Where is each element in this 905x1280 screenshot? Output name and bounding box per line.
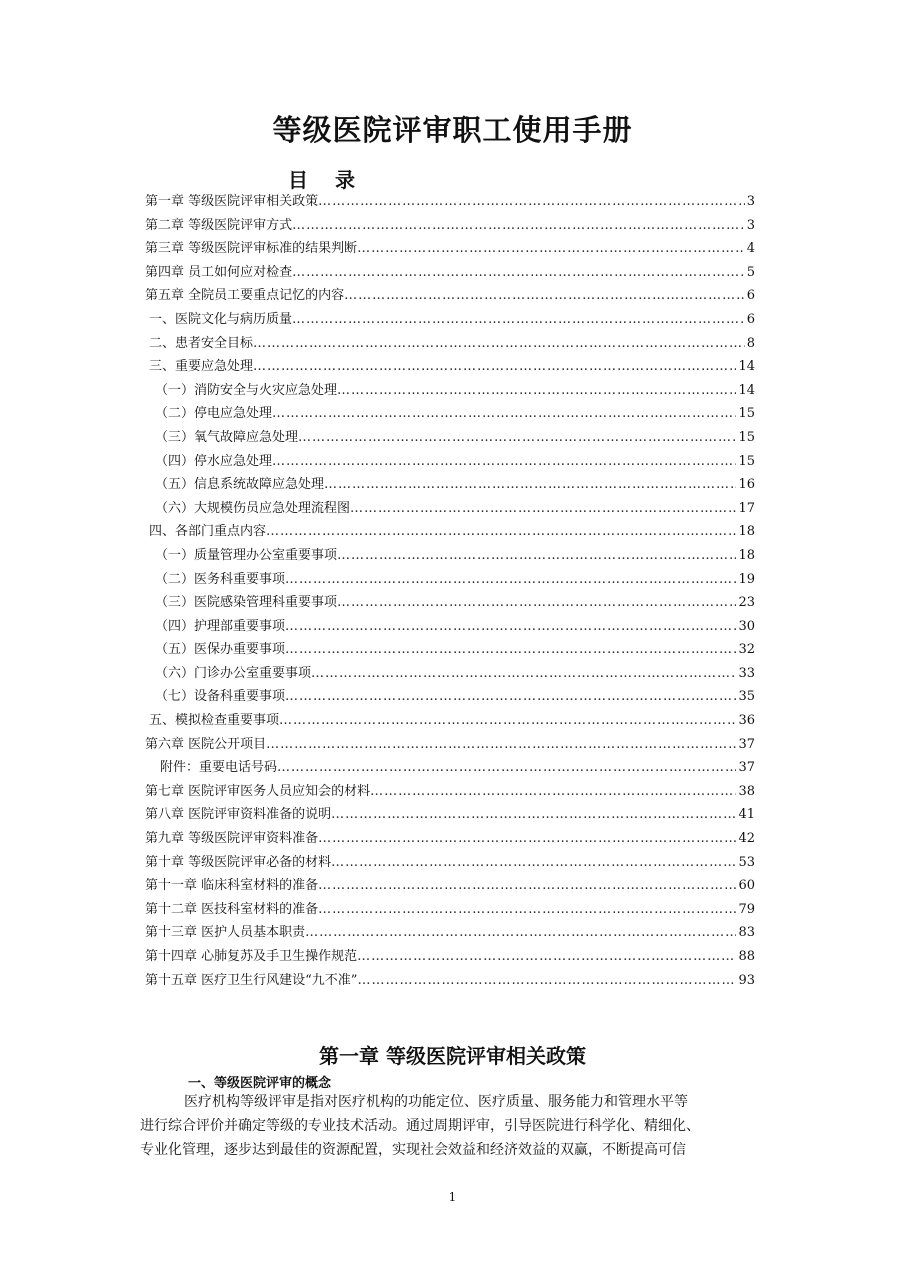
toc-entry xyxy=(145,921,755,945)
toc-entry-page: 32 xyxy=(738,642,755,658)
toc-leader-dots xyxy=(357,237,745,261)
toc-entry-page: 3 xyxy=(746,194,755,209)
body-paragraph xyxy=(140,1090,758,1162)
toc-heading: 目 录 xyxy=(288,168,365,192)
toc-leader-dots xyxy=(292,214,745,238)
toc-entry xyxy=(145,402,755,426)
toc-entry xyxy=(145,874,755,898)
toc-leader-dots xyxy=(337,591,736,615)
toc-leader-dots xyxy=(318,874,736,898)
toc-leader-dots xyxy=(298,426,736,450)
toc-leader-dots xyxy=(318,827,736,851)
toc-leader-dots xyxy=(311,662,736,686)
toc-entry xyxy=(145,261,755,285)
toc-leader-dots xyxy=(253,332,745,356)
toc-entry-label: 四、各部门重点内容 xyxy=(149,524,267,540)
section-heading: 一、等级医院评审的概念 xyxy=(188,1076,332,1091)
toc-entry xyxy=(145,709,755,733)
toc-entry xyxy=(145,851,755,875)
toc-entry-label: 第十一章 临床科室材料的准备 xyxy=(145,878,319,894)
toc-entry-page: 33 xyxy=(738,665,755,681)
toc-leader-dots xyxy=(357,969,736,993)
toc-entry xyxy=(145,568,755,592)
toc-entry xyxy=(145,780,755,804)
toc-leader-dots xyxy=(350,497,736,521)
body-line: 医疗机构等级评审是指对医疗机构的功能定位、医疗质量、服务能力和管理水平等 xyxy=(184,1094,688,1110)
toc-entry-label: 第九章 等级医院评审资料准备 xyxy=(145,831,319,847)
toc-entry xyxy=(145,237,755,261)
document-title: 等级医院评审职工使用手册 xyxy=(272,113,633,147)
toc-entry-label: 第十四章 心肺复苏及手卫生操作规范 xyxy=(145,949,358,964)
toc-entry-label: （四）护理部重要事项 xyxy=(155,618,286,634)
toc-entry xyxy=(145,379,755,403)
toc-leader-dots xyxy=(285,638,736,662)
toc-entry xyxy=(145,662,755,686)
toc-entry-page: 6 xyxy=(746,288,755,304)
toc-entry-label: （六）门诊办公室重要事项 xyxy=(155,665,312,681)
toc-entry-page: 18 xyxy=(738,524,755,540)
toc-leader-dots xyxy=(344,284,745,308)
toc-entry-label: 第八章 医院评审资料准备的说明 xyxy=(145,807,332,823)
toc-entry-page: 23 xyxy=(738,595,755,611)
toc-leader-dots xyxy=(266,733,736,757)
toc-entry xyxy=(145,497,755,521)
toc-leader-dots xyxy=(279,709,736,733)
toc-entry-label: 第十章 等级医院评审必备的材料 xyxy=(145,854,332,870)
toc-entry-page: 17 xyxy=(738,500,755,516)
table-of-contents xyxy=(145,190,755,992)
toc-leader-dots xyxy=(331,851,736,875)
toc-entry-label: 第三章 等级医院评审标准的结果判断 xyxy=(145,241,358,257)
toc-entry xyxy=(145,898,755,922)
toc-entry-label: （一）消防安全与火灾应急处理 xyxy=(155,382,338,398)
toc-entry-label: 五、模拟检查重要事项 xyxy=(149,713,280,729)
toc-entry xyxy=(145,756,755,780)
toc-entry xyxy=(145,214,755,238)
toc-leader-dots xyxy=(253,355,736,379)
toc-entry-label: （三）医院感染管理科重要事项 xyxy=(155,595,338,611)
toc-entry-label: 第六章 医院公开项目 xyxy=(145,736,267,752)
toc-leader-dots xyxy=(370,780,736,804)
toc-leader-dots xyxy=(272,450,736,474)
toc-entry xyxy=(145,284,755,308)
toc-entry xyxy=(145,520,755,544)
toc-entry-label: 第十二章 医技科室材料的准备 xyxy=(145,901,319,917)
toc-entry-page: 18 xyxy=(738,547,755,563)
toc-leader-dots xyxy=(292,261,745,285)
toc-entry xyxy=(145,332,755,356)
toc-entry-label: 第十三章 医护人员基本职责 xyxy=(145,925,306,941)
toc-entry-page: 37 xyxy=(738,736,755,752)
toc-leader-dots xyxy=(331,803,736,827)
toc-leader-dots xyxy=(285,685,736,709)
toc-entry xyxy=(145,945,755,969)
toc-entry-page: 3 xyxy=(746,217,755,233)
toc-entry-page: 5 xyxy=(746,264,755,280)
toc-entry-label: 三、重要应急处理 xyxy=(149,359,254,375)
toc-entry-label: （五）信息系统故障应急处理 xyxy=(155,477,325,493)
toc-entry-page: 83 xyxy=(738,925,755,941)
toc-entry-label: 一、医院文化与病历质量 xyxy=(149,311,293,327)
page-number: 1 xyxy=(448,1190,457,1204)
toc-entry-page: 15 xyxy=(738,406,755,422)
body-line: 专业化管理，逐步达到最佳的资源配置，实现社会效益和经济效益的双赢，不断提高可信 xyxy=(140,1142,686,1158)
toc-entry-page: 4 xyxy=(746,241,755,257)
toc-entry xyxy=(145,615,755,639)
toc-entry-label: （一）质量管理办公室重要事项 xyxy=(155,547,338,563)
toc-entry xyxy=(145,638,755,662)
toc-entry xyxy=(145,308,755,332)
toc-entry-page: 8 xyxy=(746,335,755,351)
toc-leader-dots xyxy=(285,568,736,592)
toc-entry-page: 93 xyxy=(738,972,755,988)
toc-entry-page: 88 xyxy=(738,949,755,964)
chapter-title: 第一章 等级医院评审相关政策 xyxy=(319,1044,586,1068)
toc-entry-page: 79 xyxy=(738,901,755,917)
toc-entry-label: （四）停水应急处理 xyxy=(155,453,273,469)
toc-entry xyxy=(145,591,755,615)
toc-entry-label: 第十五章 医疗卫生行风建设“九不准” xyxy=(145,972,358,988)
toc-entry-label: 第七章 医院评审医务人员应知会的材料 xyxy=(145,783,371,799)
toc-entry-page: 6 xyxy=(746,311,755,327)
toc-entry-page: 37 xyxy=(738,760,755,776)
toc-entry xyxy=(145,355,755,379)
toc-entry-page: 42 xyxy=(738,831,755,847)
toc-entry-page: 30 xyxy=(738,618,755,634)
toc-entry xyxy=(145,685,755,709)
toc-leader-dots xyxy=(324,473,736,497)
toc-entry-page: 16 xyxy=(738,477,755,493)
toc-leader-dots xyxy=(337,379,736,403)
toc-leader-dots xyxy=(305,921,736,945)
toc-entry-label: （二）医务科重要事项 xyxy=(155,571,286,587)
toc-entry xyxy=(145,733,755,757)
toc-entry-page: 36 xyxy=(738,713,755,729)
toc-entry xyxy=(145,190,755,214)
toc-entry-page: 15 xyxy=(738,453,755,469)
toc-entry-label: （二）停电应急处理 xyxy=(155,406,273,422)
toc-entry-page: 53 xyxy=(738,854,755,870)
toc-entry-label: （五）医保办重要事项 xyxy=(155,642,286,658)
toc-entry-label: 第五章 全院员工要重点记忆的内容 xyxy=(145,288,345,304)
toc-entry xyxy=(145,473,755,497)
toc-leader-dots xyxy=(277,756,736,780)
toc-entry-page: 15 xyxy=(738,429,755,445)
body-line: 进行综合评价并确定等级的专业技术活动。通过周期评审，引导医院进行科学化、精细化、 xyxy=(140,1118,700,1134)
toc-entry-label: 第二章 等级医院评审方式 xyxy=(145,217,293,233)
toc-leader-dots xyxy=(266,520,736,544)
toc-entry-page: 60 xyxy=(738,878,755,894)
toc-entry-label: （六）大规模伤员应急处理流程图 xyxy=(155,500,351,516)
toc-entry-label: 二、患者安全目标 xyxy=(149,335,254,351)
toc-leader-dots xyxy=(272,402,736,426)
toc-leader-dots xyxy=(357,945,736,969)
toc-entry-page: 38 xyxy=(738,783,755,799)
toc-leader-dots xyxy=(318,898,736,922)
toc-leader-dots xyxy=(337,544,736,568)
toc-entry xyxy=(145,803,755,827)
toc-leader-dots xyxy=(285,615,736,639)
toc-entry-page: 35 xyxy=(738,689,755,705)
toc-entry-page: 41 xyxy=(738,807,755,823)
toc-entry xyxy=(145,544,755,568)
toc-entry xyxy=(145,426,755,450)
toc-entry xyxy=(145,969,755,993)
toc-entry xyxy=(145,827,755,851)
toc-leader-dots xyxy=(318,190,745,214)
toc-entry xyxy=(145,450,755,474)
toc-leader-dots xyxy=(292,308,745,332)
toc-entry-page: 14 xyxy=(738,382,755,398)
toc-entry-label: 第一章 等级医院评审相关政策 xyxy=(145,194,319,209)
toc-entry-label: （三）氧气故障应急处理 xyxy=(155,429,299,445)
toc-entry-page: 14 xyxy=(738,359,755,375)
toc-entry-label: （七）设备科重要事项 xyxy=(155,689,286,705)
toc-entry-label: 附件：重要电话号码 xyxy=(160,760,278,776)
toc-entry-page: 19 xyxy=(738,571,755,587)
toc-entry-label: 第四章 员工如何应对检查 xyxy=(145,264,293,280)
